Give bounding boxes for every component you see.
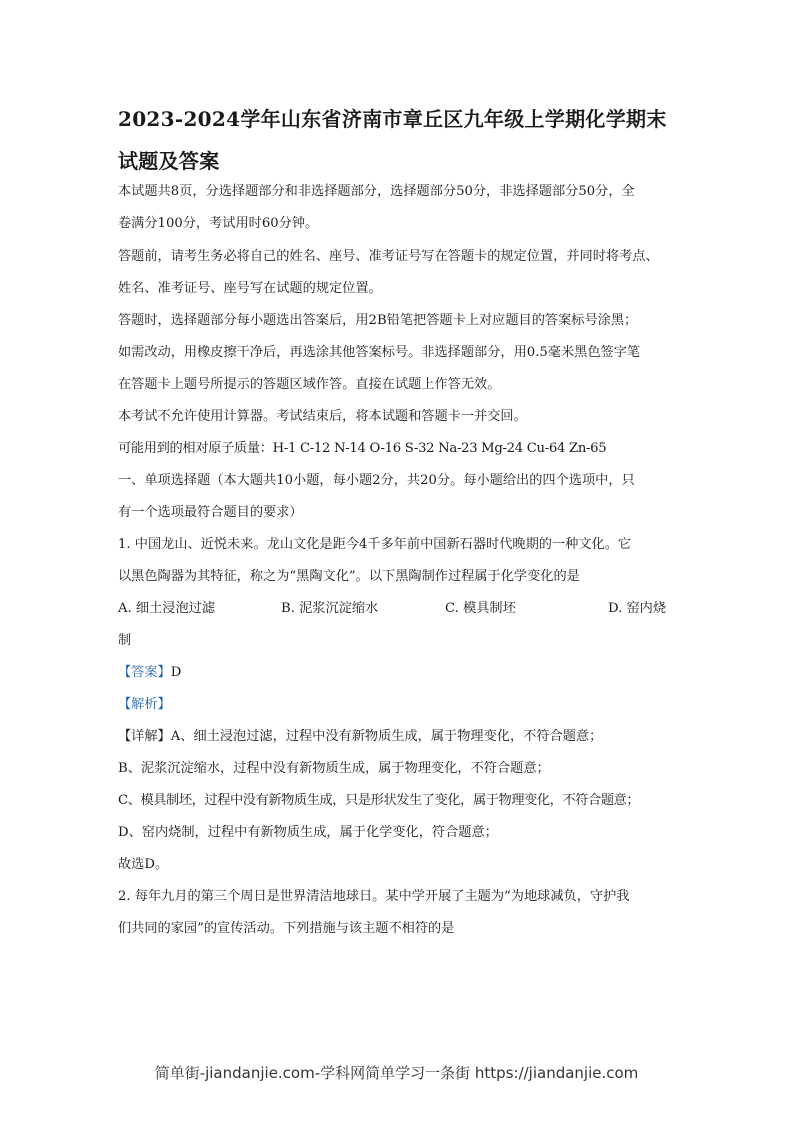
intro-line: 本考试不允许使用计算器。考试结束后，将本试题和答题卡一并交回。 [118, 409, 527, 424]
section-heading: 一、单项选择题（本大题共10小题，每小题2分，共20分。每小题给出的四个选项中，只 [118, 473, 635, 488]
intro-line: 本试题共8页，分选择题部分和非选择题部分，选择题部分50分，非选择题部分50分，全 [118, 184, 635, 199]
detail-line [118, 728, 678, 746]
analysis-line [118, 696, 678, 714]
question-1-stem: 1. 中国龙山、近悦未来。龙山文化是距今4千多年前中国新石器时代晚期的一种文化。它 [118, 537, 632, 552]
detail-line: B、泥浆沉淀缩水，过程中没有新物质生成，属于物理变化，不符合题意； [118, 761, 550, 776]
answer-line [118, 664, 678, 682]
detail-label: 【详解】 [118, 729, 171, 744]
intro-line: 卷满分100分，考试用时60分钟。 [118, 216, 319, 231]
detail-line: C、模具制坯，过程中没有新物质生成，只是形状发生了变化，属于物理变化，不符合题意； [118, 793, 640, 808]
conclusion-line: 故选D。 [118, 857, 169, 872]
intro-line: 如需改动，用橡皮擦干净后，再选涂其他答案标号。非选择题部分，用0.5毫米黑色签字笔 [118, 345, 641, 360]
answer-label: 【答案】 [118, 665, 171, 680]
option-a: A. 细土浸泡过滤 [118, 601, 216, 616]
answer-value: D [170, 665, 182, 680]
question-2-stem: 们共同的家园”的宣传活动。下列措施与该主题不相符的是 [118, 921, 455, 936]
intro-line: 姓名、准考证号、座号写在试题的规定位置。 [118, 281, 382, 296]
detail-text: A、细土浸泡过滤，过程中没有新物质生成，属于物理变化，不符合题意； [170, 729, 603, 744]
option-d: D. 窑内烧 [608, 601, 667, 616]
document-title [118, 98, 688, 182]
footer-watermark: 简单街-jiandanjie.com-学科网简单学习一条街 https://jiandanjie.com [154, 1064, 639, 1082]
intro-line: 答题前，请考生务必将自己的姓名、座号、准考证号写在答题卡的规定位置，并同时将考点、 [118, 249, 659, 264]
option-d-wrap: 制 [118, 633, 132, 648]
question-1-stem: 以黑色陶器为其特征，称之为“黑陶文化”。以下黑陶制作过程属于化学变化的是 [118, 569, 580, 584]
atomic-mass-line: 可能用到的相对原子质量：H-1 C-12 N-14 O-16 S-32 Na-23 Mg-24 Cu-64 Zn-65 [118, 441, 607, 456]
title-line-1: 2023-2024学年山东省济南市章丘区九年级上学期化学期末 [118, 107, 667, 131]
title-line-2: 试题及答案 [118, 149, 220, 173]
detail-line: D、窑内烧制，过程中有新物质生成，属于化学变化，符合题意； [118, 825, 498, 840]
section-heading: 有一个选项最符合题目的要求） [118, 505, 303, 520]
question-2-stem: 2. 每年九月的第三个周日是世界清洁地球日。某中学开展了主题为“为地球减负，守护我 [118, 889, 630, 904]
option-b: B. 泥浆沉淀缩水 [281, 601, 379, 616]
analysis-label: 【解析】 [118, 697, 171, 712]
intro-line: 答题时，选择题部分每小题选出答案后，用2B铅笔把答题卡上对应题目的答案标号涂黑； [118, 313, 638, 328]
option-c: C. 模具制坯 [445, 601, 516, 616]
intro-line: 在答题卡上题号所提示的答题区域作答。直接在试题上作答无效。 [118, 377, 501, 392]
